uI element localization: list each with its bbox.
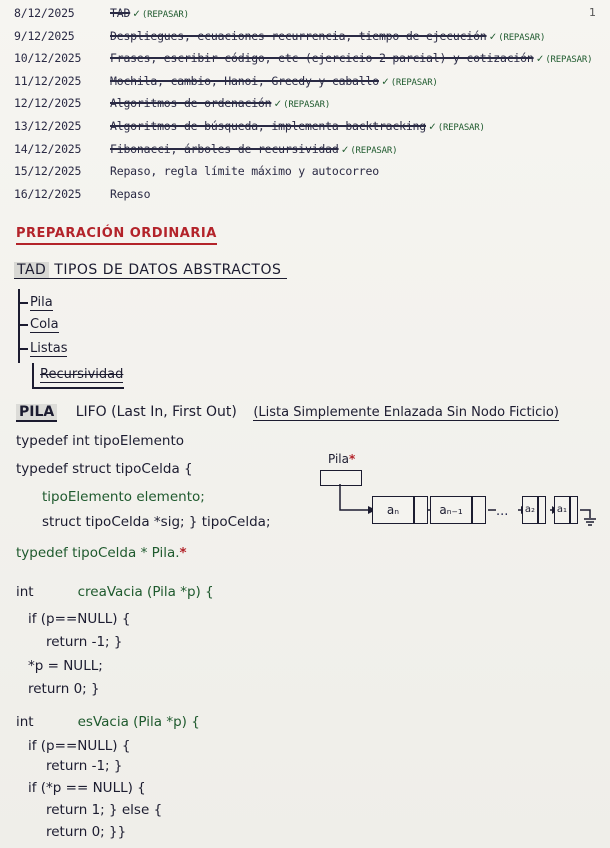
repasar-note: (REPASAR): [141, 10, 189, 20]
code-line-4: struct tipoCelda *sig; } tipoCelda;: [42, 514, 271, 530]
schedule-date: 9/12/2025: [14, 28, 75, 43]
schedule-desc: Fibonacci, árboles de recursividad: [110, 141, 339, 156]
check-mark-icon: ✓: [274, 96, 282, 111]
repasar-note: (REPASAR): [437, 123, 485, 133]
tree-item-listas: Listas: [18, 341, 67, 361]
check-mark-icon: ✓: [429, 119, 436, 133]
check-mark-icon: ✓: [381, 73, 389, 88]
code-line-16: return 0; }}: [46, 824, 127, 840]
schedule-date: 11/12/2025: [14, 73, 82, 88]
schedule-row: [14, 164, 379, 184]
code-line-10: return 0; }: [28, 681, 100, 697]
schedule-desc: Frases, escribir código, etc (ejercicio 2 parcial) y cotización: [110, 51, 534, 66]
schedule-row: [14, 29, 545, 49]
schedule-date: 10/12/2025: [14, 51, 82, 66]
code-line-14: if (*p == NULL) {: [28, 780, 146, 796]
repasar-note: (REPASAR): [350, 145, 398, 156]
list-node-an-ptr: [414, 496, 428, 524]
tad-title: TIPOS DE DATOS ABSTRACTOS: [54, 262, 282, 278]
lista-text: (Lista Simplemente Enlazada Sin Nodo Ficticio): [253, 405, 559, 420]
code-line-6: int creaVacia (Pila *p) {: [16, 584, 214, 600]
code-line-9: *p = NULL;: [28, 658, 103, 674]
code-line-1: typedef int tipoElemento: [16, 433, 184, 449]
check-mark-icon: ✓: [341, 141, 349, 156]
code-line-11: int esVacia (Pila *p) {: [16, 714, 200, 730]
schedule-row: [14, 74, 438, 94]
check-mark-icon: ✓: [489, 28, 497, 43]
schedule-date: 14/12/2025: [14, 141, 82, 156]
schedule-row: [14, 119, 485, 139]
repasar-note: (REPASAR): [545, 55, 593, 66]
code-line-8: return -1; }: [46, 634, 123, 650]
list-node-a2-ptr: [538, 496, 546, 524]
list-node-an: aₙ: [372, 496, 414, 524]
schedule-row: [14, 51, 592, 71]
list-node-an1-ptr: [472, 496, 486, 524]
schedule-desc: Algoritmos de búsqueda, implementa backtracking: [110, 119, 427, 133]
schedule-desc: Despliegues, ecuaciones recurrencia, tiempo de ejecución: [110, 28, 487, 43]
schedule-row: [14, 96, 330, 116]
tad-heading: [14, 262, 287, 279]
schedule-date: 12/12/2025: [14, 96, 82, 111]
tad-tree: [18, 285, 124, 395]
linked-list-diagram: [312, 448, 602, 558]
schedule-row: [14, 187, 150, 207]
list-node-a2: a₂: [522, 496, 538, 524]
code-line-15: return 1; } else {: [46, 802, 163, 818]
schedule-desc: TAD: [110, 6, 131, 20]
list-ellipsis: ...: [496, 504, 509, 519]
code-line-13: return -1; }: [46, 758, 123, 774]
tad-label: TAD: [14, 262, 49, 278]
schedule-desc: Repaso, regla límite máximo y autocorreo: [110, 164, 379, 179]
pila-heading: [16, 404, 559, 420]
repasar-note: (REPASAR): [283, 100, 331, 111]
lifo-text: LIFO (Last In, First Out): [75, 404, 237, 420]
pila-title: PILA: [16, 404, 57, 422]
schedule-row: [14, 6, 189, 26]
repasar-note: (REPASAR): [390, 77, 438, 88]
check-mark-icon: ✓: [536, 51, 544, 66]
repasar-note: (REPASAR): [498, 32, 546, 43]
list-node-an1: aₙ₋₁: [430, 496, 472, 524]
pila-pointer-label: Pila*: [328, 452, 356, 466]
page-number: 1: [589, 6, 596, 19]
code-line-5: typedef tipoCelda * Pila.*: [16, 545, 187, 561]
check-mark-icon: ✓: [133, 6, 140, 20]
section-heading: PREPARACIÓN ORDINARIA: [16, 226, 217, 245]
schedule-desc: Algoritmos de ordenación: [110, 96, 272, 111]
code-line-12: if (p==NULL) {: [28, 738, 131, 754]
schedule-date: 15/12/2025: [14, 164, 82, 179]
schedule-date: 16/12/2025: [14, 186, 82, 201]
tree-item-pila: Pila: [18, 295, 53, 315]
list-node-a1-ptr: [570, 496, 578, 524]
code-line-2: typedef struct tipoCelda {: [16, 461, 193, 477]
schedule-desc: Repaso: [110, 186, 151, 201]
list-node-a1: a₁: [554, 496, 570, 524]
tree-item-cola: Cola: [18, 317, 59, 337]
schedule-date: 13/12/2025: [14, 119, 82, 133]
tree-item-recursividad: Recursividad: [40, 367, 124, 382]
schedule-date: 8/12/2025: [14, 6, 75, 20]
code-line-3: tipoElemento elemento;: [42, 489, 205, 505]
schedule-row: [14, 142, 397, 162]
schedule-desc: Mochila, cambio, Hanoi, Greedy y caballo: [110, 73, 379, 88]
code-line-7: if (p==NULL) {: [28, 611, 131, 627]
